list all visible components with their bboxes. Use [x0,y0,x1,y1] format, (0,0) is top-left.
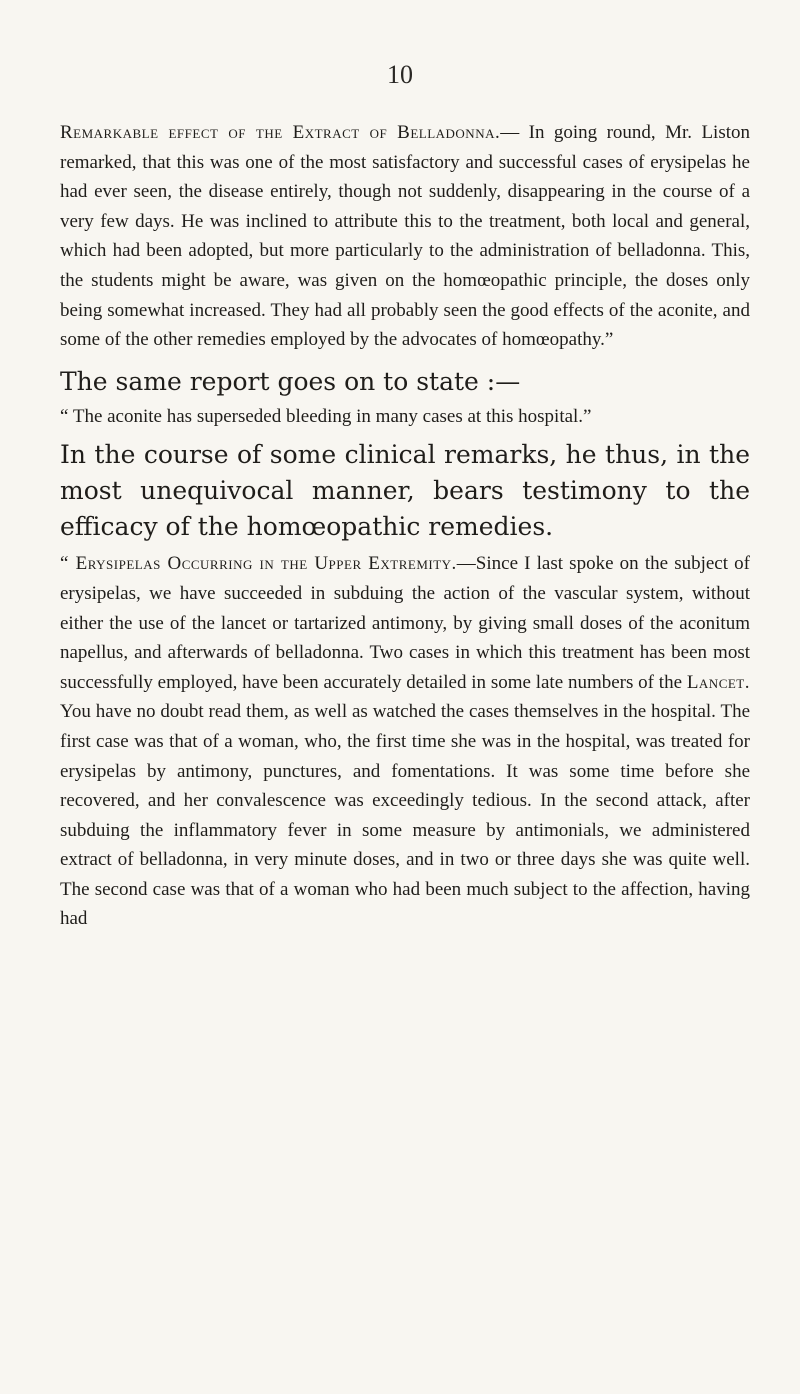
paragraph-text: You have no doubt read them, as well as watched the cases themselves in the hospital. The first case was that of a woman, who, the first time she was in the hospital, was treated for erysipelas by antimony, punctures, and fomentations. It was some time before she recovered, and her convalescence was exceedingly tedious. In the second attack, after subduing the inflammatory fever in some measure by antimonials, we administered extract of belladonna, in very minute doses, and in two or three days she was quite well. The second case was that of a woman who had been much subject to the affection, having had [60,701,750,930]
section-heading-erysipelas: “ Erysipelas Occurring in the Upper Extremity. [60,553,457,575]
large-print-line-report: The same report goes on to state :— [60,366,521,396]
large-print-paragraph-clinical: In the course of some clinical remarks, he thus, in the most unequivocal manner, bears testimony to the efficacy of the homœopathic remedies. [60,440,750,542]
paragraph-text: — In going round, Mr. Liston remarked, that this was one of the most satisfactory and successful cases of erysipelas he had ever seen, the disease entirely, though not suddenly, disappearing in the course of a very few days. He was inclined to attribute this to the treatment, both local and general, which had been adopted, but more particularly to the administration of belladonna. This, the students might be aware, was given on the homœopathic principle, the doses only being somewhat increased. They had all probably seen the good effects of the aconite, and some of the other remedies employed by the advocates of homœopathy.” [60,122,751,351]
page-number: 10 [387,60,413,89]
section-heading-belladonna: Remarkable effect of the Extract of Belladonna. [60,122,501,143]
paragraph-erysipelas [60,549,750,934]
body-text [60,118,750,934]
quotation-aconite: “ The aconite has superseded bleeding in many cases at this hospital.” [60,405,592,427]
paragraph-remarkable-effect [60,118,750,355]
paragraph-text: —Since I last spoke on the subject of erysipelas, we have succeeded in subduing the action of the vascular system, without either the use of the lancet or tartarized antimony, by giving small doses of the aconitum napellus, and afterwards of belladonna. Two cases in which this treatment has been most successfully employed, have been accurately detailed in some late numbers of the [60,553,750,693]
journal-name-lancet: Lancet. [686,671,750,693]
